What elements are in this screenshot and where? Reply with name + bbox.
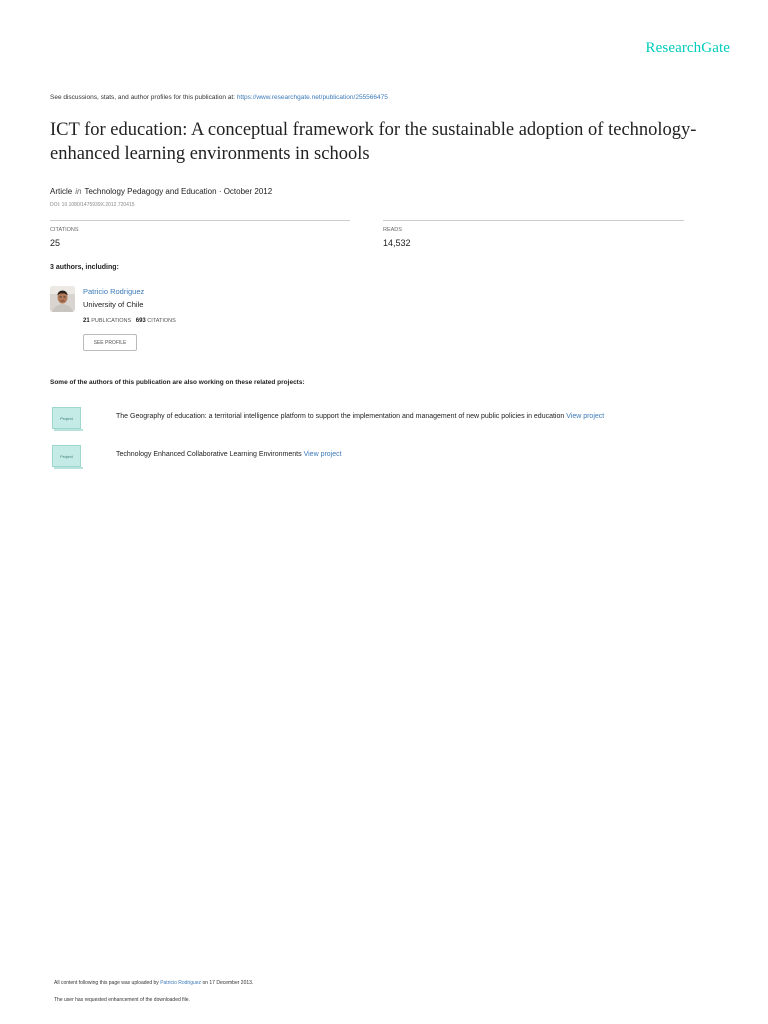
- journal-name[interactable]: Technology Pedagogy and Education: [84, 187, 217, 196]
- author-publications-label: PUBLICATIONS: [91, 318, 132, 324]
- project-title: The Geography of education: a territorial intelligence platform to support the implementation and management of new public policies in education: [116, 413, 565, 420]
- publication-title: ICT for education: A conceptual framework for the sustainable adoption of technology-enhanced learning environments in schools: [50, 120, 697, 164]
- article-meta: [50, 187, 272, 196]
- doi: DOI: 10.1080/1475939X.2012.720415: [50, 202, 135, 208]
- article-type: Article: [50, 187, 73, 196]
- authors-heading: 3 authors, including:: [50, 264, 119, 271]
- upload-note-prefix: All content following this page was uploaded by: [54, 980, 159, 986]
- upload-note-suffix: on 17 December 2013.: [202, 980, 254, 986]
- project-thumb-label: Project: [60, 453, 73, 459]
- avatar-portrait-icon: [50, 286, 75, 312]
- divider-right: [383, 220, 684, 221]
- project-thumb-label: Project: [60, 415, 73, 421]
- enhancement-note: The user has requested enhancement of the downloaded file.: [54, 997, 190, 1003]
- author-stats: [83, 318, 176, 324]
- reads-label: READS: [383, 227, 402, 233]
- project-title: Technology Enhanced Collaborative Learning Environments: [116, 451, 302, 458]
- uploader-link[interactable]: Patricio Rodriguez: [160, 980, 202, 986]
- author-name-link[interactable]: Patricio Rodriguez: [83, 287, 145, 296]
- author-institution: University of Chile: [83, 300, 144, 309]
- reads-value: 14,532: [383, 238, 411, 248]
- citations-value: 25: [50, 238, 61, 248]
- view-project-link[interactable]: View project: [566, 413, 605, 420]
- publication-url-link[interactable]: https://www.researchgate.net/publication/255566475: [236, 94, 388, 101]
- publication-date: · October 2012: [218, 187, 273, 196]
- view-project-link[interactable]: View project: [303, 451, 342, 458]
- related-projects-heading: Some of the authors of this publication are also working on these related projects:: [50, 379, 305, 386]
- researchgate-logo[interactable]: ResearchGate: [645, 40, 730, 56]
- related-project-item: [116, 451, 342, 458]
- project-thumbnail-icon[interactable]: [52, 407, 81, 429]
- author-avatar[interactable]: [50, 286, 75, 312]
- in-label: in: [75, 187, 82, 196]
- author-citations-count: 693: [135, 318, 146, 324]
- upload-note: [54, 980, 253, 986]
- related-project-item: [116, 413, 604, 420]
- see-profile-button[interactable]: SEE PROFILE: [83, 334, 137, 351]
- author-publications-count: 21: [83, 318, 90, 324]
- citations-label: CITATIONS: [50, 227, 79, 233]
- author-citations-label: CITATIONS: [147, 318, 176, 324]
- divider-left: [50, 220, 350, 221]
- see-discussions-line: [50, 94, 388, 101]
- see-discussions-text: See discussions, stats, and author profiles for this publication at:: [50, 94, 235, 101]
- project-thumbnail-icon[interactable]: [52, 445, 81, 467]
